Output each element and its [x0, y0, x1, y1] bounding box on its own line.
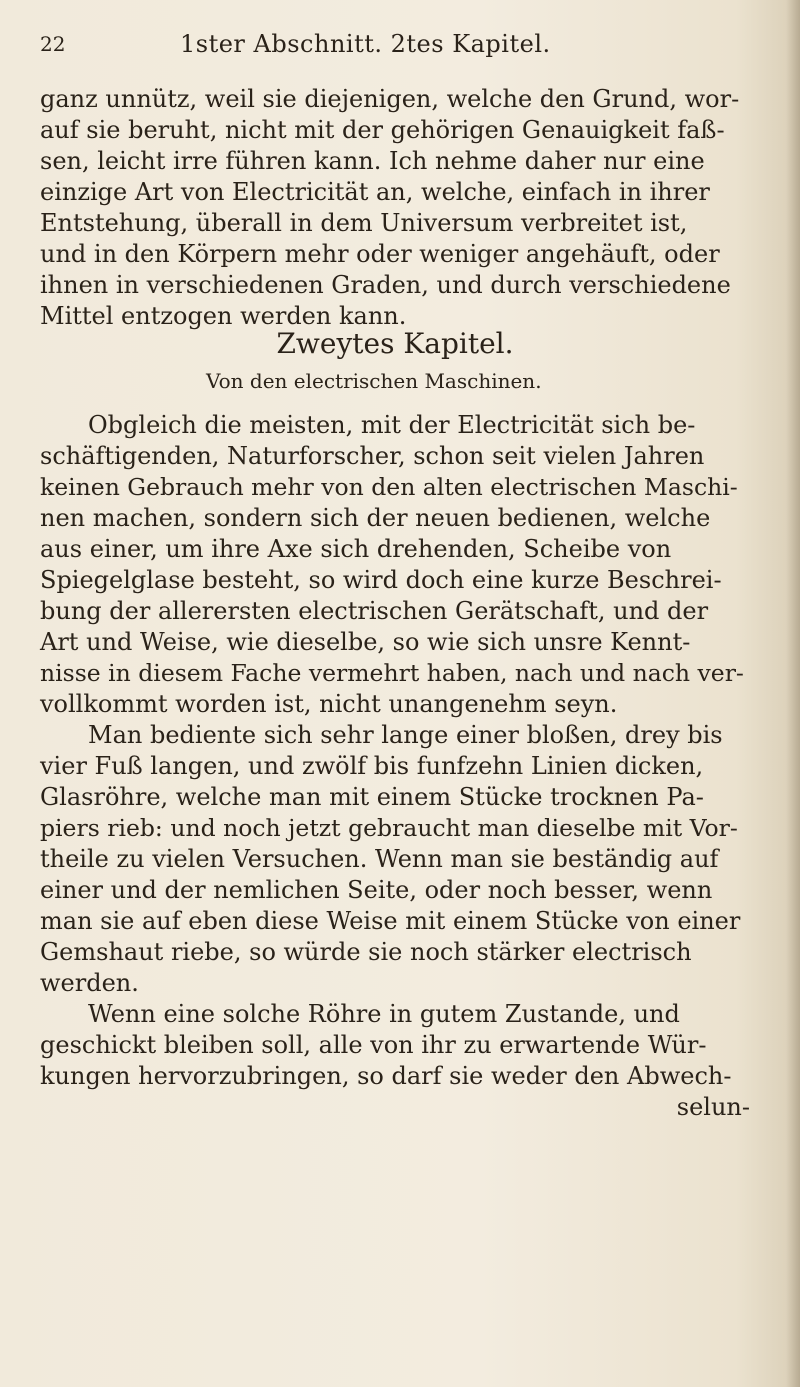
text-line: einer und der nemlichen Seite, oder noch besser, wenn — [40, 876, 713, 904]
text-line: einzige Art von Electricität an, welche, einfach in ihrer — [40, 178, 710, 206]
chapter-text — [40, 410, 750, 1123]
chapter-subtitle: Von den electrischen Maschinen. — [206, 369, 542, 393]
text-line: bung der allerersten electrischen Gerätschaft, und der — [40, 597, 709, 625]
text-line: man sie auf eben diese Weise mit einem Stücke von einer — [40, 907, 741, 935]
text-line: theile zu vielen Versuchen. Wenn man sie beständig auf — [40, 845, 719, 873]
text-line: Art und Weise, wie dieselbe, so wie sich unsre Kennt- — [40, 628, 691, 656]
text-line: und in den Körpern mehr oder weniger angehäuft, oder — [40, 240, 720, 268]
paragraph — [40, 410, 750, 720]
text-line: Entstehung, überall in dem Universum verbreitet ist, — [40, 209, 688, 237]
text-line: vier Fuß langen, und zwölf bis funfzehn Linien dicken, — [40, 752, 704, 780]
text-line: geschickt bleiben soll, alle von ihr zu erwartende Wür- — [40, 1031, 707, 1059]
text-line: Obgleich die meisten, mit der Electricität sich be- — [88, 411, 696, 439]
paragraph — [40, 999, 750, 1123]
chapter-heading — [40, 322, 750, 396]
text-line: ihnen in verschiedenen Graden, und durch verschiedene — [40, 271, 731, 299]
text-line: nen machen, sondern sich der neuen bedienen, welche — [40, 504, 711, 532]
text-line: nisse in diesem Fache vermehrt haben, nach und nach ver- — [40, 659, 744, 687]
paragraph — [40, 720, 750, 999]
chapter-title: Zweytes Kapitel. — [276, 327, 514, 360]
text-line: Mittel entzogen werden kann. — [40, 302, 407, 330]
text-line: sen, leicht irre führen kann. Ich nehme daher nur eine — [40, 147, 705, 175]
text-line: Man bediente sich sehr lange einer bloßen, drey bis — [88, 721, 723, 749]
page-number: 22 — [40, 32, 66, 56]
text-line: auf sie beruht, nicht mit der gehörigen Genauigkeit faß- — [40, 116, 725, 144]
text-line: keinen Gebrauch mehr von den alten electrischen Maschi- — [40, 473, 738, 501]
text-line: vollkommt worden ist, nicht unangenehm seyn. — [40, 690, 618, 718]
page-header — [40, 26, 760, 66]
page-edge-shadow — [786, 0, 800, 1387]
catchword: selun- — [676, 1093, 750, 1121]
text-line: schäftigenden, Naturforscher, schon seit vielen Jahren — [40, 442, 705, 470]
text-line: Glasröhre, welche man mit einem Stücke trocknen Pa- — [40, 783, 704, 811]
text-line: Gemshaut riebe, so würde sie noch stärker electrisch — [40, 938, 692, 966]
running-head: 1ster Abschnitt. 2tes Kapitel. — [180, 30, 551, 58]
text-line: Spiegelglase besteht, so wird doch eine kurze Beschrei- — [40, 566, 722, 594]
text-line: aus einer, um ihre Axe sich drehenden, Scheibe von — [40, 535, 672, 563]
intro-text — [40, 84, 750, 332]
text-line: kungen hervorzubringen, so darf sie weder den Abwech- — [40, 1062, 732, 1090]
text-line: ganz unnütz, weil sie diejenigen, welche den Grund, wor- — [40, 85, 740, 113]
text-line: werden. — [40, 969, 139, 997]
text-line: piers rieb: und noch jetzt gebraucht man dieselbe mit Vor- — [40, 814, 738, 842]
text-line: Wenn eine solche Röhre in gutem Zustande, und — [88, 1000, 680, 1028]
